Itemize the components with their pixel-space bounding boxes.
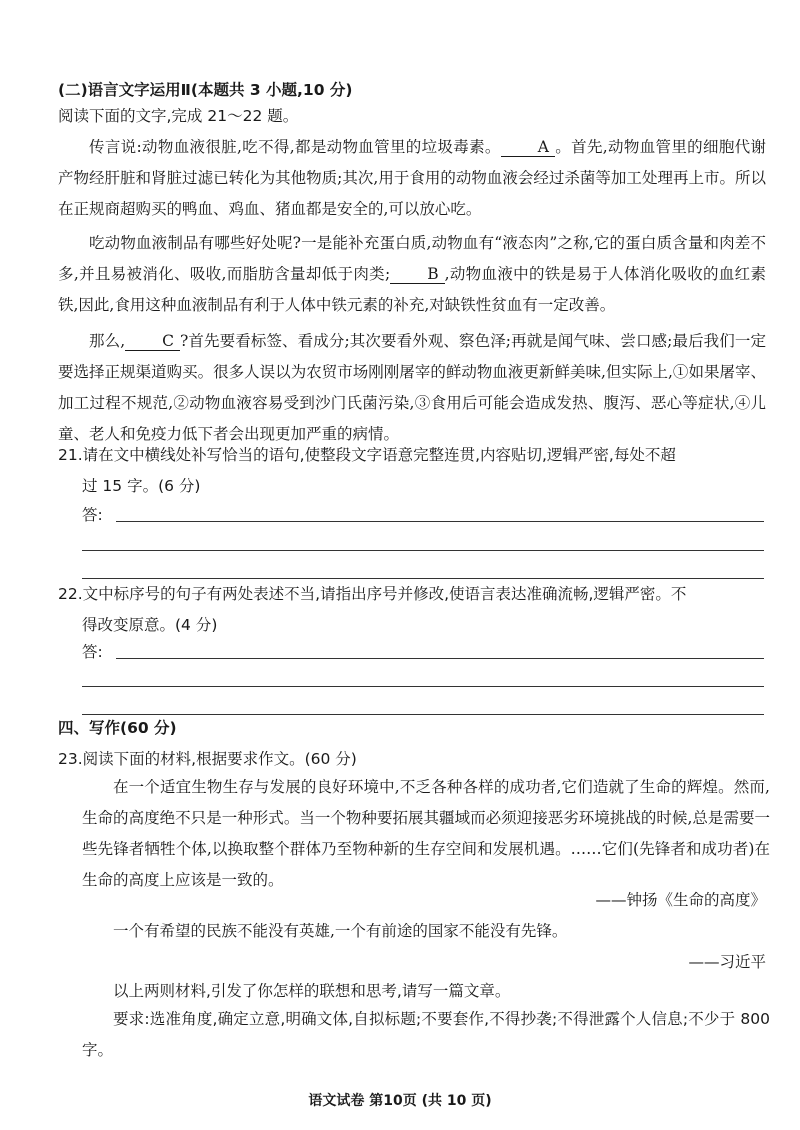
answer-line[interactable]: [82, 686, 764, 687]
reading-instruction: 阅读下面的文字,完成 21～22 题。: [58, 107, 299, 125]
answer-label: 答:: [82, 643, 103, 661]
page-footer: 语文试卷 第10页 (共 10 页): [308, 1093, 492, 1109]
answer-line[interactable]: [82, 714, 764, 715]
question-21-line-2: 过 15 字。(6 分): [82, 477, 201, 495]
blank-b: B: [390, 265, 444, 284]
question-22-answer-row[interactable]: [82, 640, 764, 664]
writing-prompt: 以上两则材料,引发了你怎样的联想和思考,请写一篇文章。: [113, 982, 511, 1000]
question-23-title: 23.阅读下面的材料,根据要求作文。(60 分): [58, 750, 357, 768]
answer-label: 答:: [82, 506, 103, 524]
blank-a: A: [501, 138, 555, 157]
material-2-source: ——习近平: [688, 953, 766, 971]
passage-paragraph-2: 吃动物血液制品有哪些好处呢?一是能补充蛋白质,动物血有“液态肉”之称,它的蛋白质含量和肉差不多,并且易被消化、吸收,而脂肪含量却低于肉类; B ,动物血液中的铁是易于人体消化吸收的血红素铁,因此,食用这种血液制品有利于人体中铁元素的补充,对缺铁性贫血有一定改善。: [58, 234, 766, 314]
blank-c: C: [125, 332, 180, 351]
section-2-heading: (二)语言文字运用Ⅱ(本题共 3 小题,10 分): [58, 81, 353, 99]
question-21-answer-row[interactable]: [82, 503, 764, 527]
passage-paragraph-3: 那么, C ?首先要看标签、看成分;其次要看外观、察色泽;再就是闻气味、尝口感;最后我们一定要选择正规渠道购买。很多人误以为农贸市场刚刚屠宰的鲜动物血液更新鲜美味,但实际上,①如果屠宰、加工过程不规范,②动物血液容易受到沙门氏菌污染,③食用后可能会造成发热、腹泻、恶心等症状,④儿童、老人和免疫力低下者会出现更加严重的病情。: [58, 332, 766, 443]
answer-line: [116, 521, 764, 522]
question-22-line-2: 得改变原意。(4 分): [82, 616, 218, 634]
material-1: 在一个适宜生物生存与发展的良好环境中,不乏各种各样的成功者,它们造就了生命的辉煌。然而,生命的高度绝不只是一种形式。当一个物种要拓展其疆域而必须迎接恶劣环境挑战的时候,总是需要一些先锋者牺牲个体,以换取整个群体乃至物种新的生存空间和发展机遇。……它们(先锋者和成功者)在生命的高度上应该是一致的。: [82, 778, 770, 889]
section-4-heading: 四、写作(60 分): [58, 719, 177, 737]
question-22-line-1: 22.文中标序号的句子有两处表述不当,请指出序号并修改,使语言表达准确流畅,逻辑严密。不: [58, 585, 687, 603]
answer-line[interactable]: [82, 550, 764, 551]
question-21-line-1: 21.请在文中横线处补写恰当的语句,使整段文字语意完整连贯,内容贴切,逻辑严密,每处不超: [58, 446, 676, 464]
answer-line: [116, 658, 764, 659]
material-2: 一个有希望的民族不能没有英雄,一个有前途的国家不能没有先锋。: [113, 922, 568, 940]
material-1-source: ——钟扬《生命的高度》: [595, 891, 766, 909]
question-22: [58, 579, 770, 641]
question-21: [58, 440, 770, 502]
passage-paragraph-1: 传言说:动物血液很脏,吃不得,都是动物血管里的垃圾毒素。 A 。首先,动物血管里的细胞代谢产物经肝脏和肾脏过滤已转化为其他物质;其次,用于食用的动物血液会经过杀菌等加工处理再上市。所以在正规商超购买的鸭血、鸡血、猪血都是安全的,可以放心吃。: [58, 138, 766, 218]
writing-requirements: 要求:选准角度,确定立意,明确文体,自拟标题;不要套作,不得抄袭;不得泄露个人信息;不少于 800 字。: [82, 1010, 770, 1059]
